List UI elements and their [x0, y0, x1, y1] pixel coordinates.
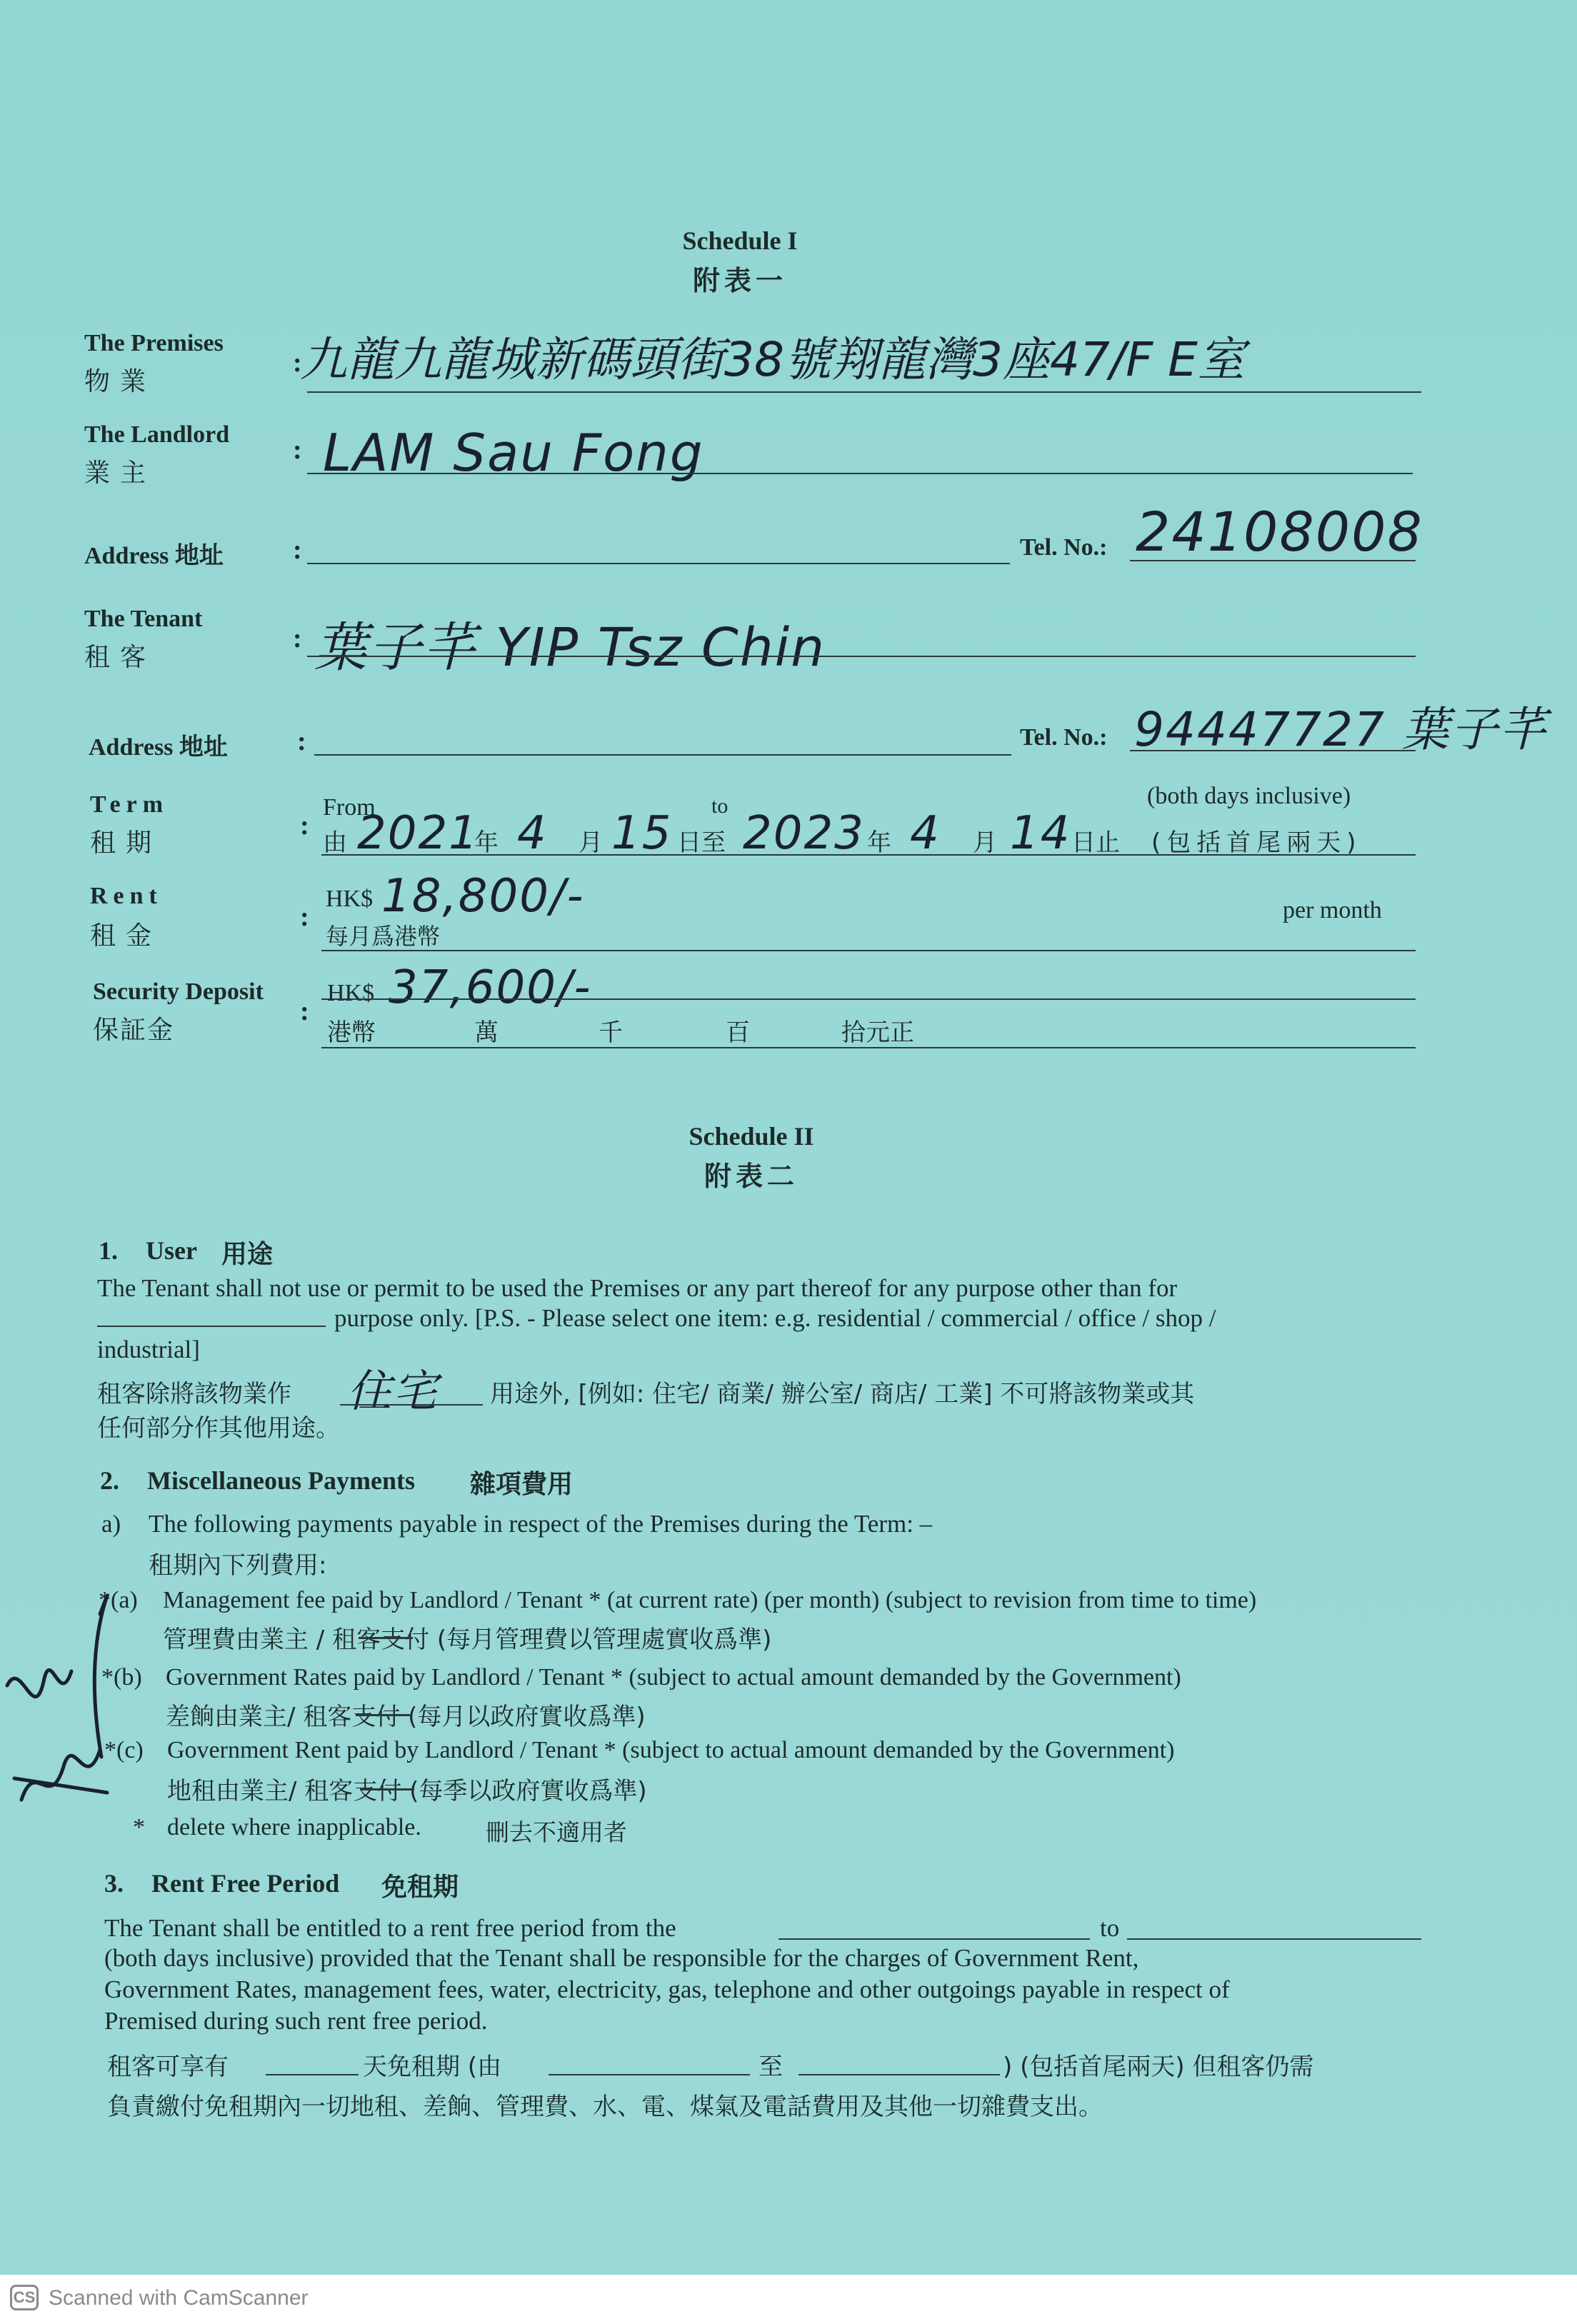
rent-cn-label: 每月爲港幣: [326, 923, 441, 950]
term-inclusive-cn: (包括首尾兩天): [1151, 828, 1362, 857]
misc-a-text: The following payments payable in respect of the Premises during the Term: –: [149, 1510, 933, 1538]
rent-colon: :: [300, 902, 309, 932]
term-day-end: 日止: [1071, 828, 1120, 857]
term-label-cn: 租期: [90, 828, 162, 858]
misc-item-c-cn: 地租由業主/ 租客支付 (每季以政府實收爲準): [167, 1777, 647, 1805]
tenant-label-cn: 租客: [84, 643, 156, 672]
landlord-value: LAM Sau Fong: [323, 423, 704, 483]
misc-item-b-cn: 差餉由業主/ 租客支付 (每月以政府實收爲準): [166, 1703, 646, 1731]
user-en-line-1: The Tenant shall not use or permit to be used the Premises or any part thereof for any purpose other than for: [97, 1274, 1178, 1302]
rent-hk-label: HK$: [326, 886, 374, 912]
term-from-day: 15: [611, 807, 673, 860]
misc-item-b-en: Government Rates paid by Landlord / Tenant * (subject to actual amount demanded by the Government): [166, 1664, 1181, 1691]
deposit-cn-shi: 拾元正: [841, 1018, 914, 1047]
term-to-label: to: [711, 794, 729, 818]
term-label: Term: [90, 791, 169, 818]
rent-per-month: per month: [1283, 897, 1382, 923]
rent-value: 18,800/-: [381, 870, 585, 923]
rentfree-heading-num: 3.: [104, 1869, 124, 1898]
misc-item-a-mark: *(a): [99, 1587, 138, 1613]
user-cn-post: 用途外, [例如: 住宅/ 商業/ 辦公室/ 商店/ 工業] 不可將該物業或其: [490, 1380, 1195, 1408]
landlord-address-label: Address 地址: [84, 543, 224, 569]
term-month-1: 月: [579, 828, 603, 857]
strike-c: [360, 1788, 414, 1790]
deposit-value: 37,600/-: [389, 961, 592, 1014]
rentfree-en-to: to: [1100, 1914, 1120, 1942]
tenant-tel-line: [1130, 750, 1416, 751]
rentfree-en-line-2: (both days inclusive) provided that the Tenant shall be responsible for the charges of Government Rent,: [104, 1944, 1139, 1972]
term-to-month: 4: [910, 807, 941, 860]
schedule-2-title: Schedule II: [689, 1122, 814, 1151]
misc-note-star: *: [133, 1814, 145, 1840]
tenant-address-line: [314, 754, 1011, 756]
misc-item-a-cn: 管理費由業主 / 租客支付 (每月管理費以管理處實收爲準): [163, 1626, 772, 1654]
rentfree-heading: Rent Free Period: [151, 1869, 340, 1898]
deposit-cn-hk: 港幣: [327, 1018, 376, 1047]
tenant-address-label: Address 地址: [89, 734, 228, 761]
landlord-label: The Landlord: [84, 421, 230, 448]
user-cn-blank: [340, 1404, 483, 1406]
misc-note: delete where inapplicable.: [167, 1814, 421, 1840]
term-day-to: 日至: [677, 828, 726, 857]
term-from-year: 2021: [357, 807, 479, 860]
misc-a-cn: 租期內下列費用:: [149, 1551, 327, 1580]
landlord-label-cn: 業主: [84, 459, 156, 488]
deposit-label: Security Deposit: [93, 978, 264, 1005]
rentfree-cn-a: 租客可享有: [107, 2053, 229, 2081]
rentfree-cn-to-blank: [798, 2074, 1000, 2075]
premises-label-cn: 物業: [84, 367, 156, 396]
rent-label: Rent: [90, 883, 163, 909]
user-cn-pre: 租客除將該物業作: [97, 1380, 291, 1408]
landlord-tel-value: 24108008: [1136, 500, 1423, 564]
user-heading-num: 1.: [99, 1236, 118, 1265]
user-heading: User: [146, 1236, 197, 1265]
rentfree-cn-days-blank: [266, 2074, 359, 2075]
schedule-1-title-cn: 附表一: [692, 265, 787, 296]
misc-heading-cn: 雜項費用: [470, 1470, 574, 1499]
tenant-address-colon: :: [297, 726, 306, 756]
tenant-value: 葉子芊 YIP Tsz Chin: [314, 617, 826, 678]
landlord-tel-line: [1130, 560, 1416, 561]
schedule-2-title-cn: 附表二: [704, 1161, 798, 1192]
rentfree-cn-d: ) (包括首尾兩天) 但租客仍需: [1003, 2053, 1314, 2081]
strike-a: [359, 1637, 413, 1639]
scanner-footer: [0, 2275, 1577, 2324]
term-year-2: 年: [867, 828, 891, 857]
rentfree-en-line-1-pre: The Tenant shall be entitled to a rent free period from the: [104, 1914, 676, 1942]
term-month-2: 月: [973, 828, 997, 857]
misc-item-c-mark: *(c): [104, 1737, 144, 1763]
term-both-days-inclusive: (both days inclusive): [1147, 783, 1351, 809]
deposit-cn-bai: 百: [726, 1018, 750, 1047]
rentfree-cn-line-2: 負責繳付免租期內一切地租、差餉、管理費、水、電、煤氣及電話費用及其他一切雜費支出。: [107, 2093, 1103, 2121]
rentfree-cn-c: 至: [759, 2053, 783, 2081]
landlord-tel-label: Tel. No.:: [1020, 534, 1108, 561]
premises-colon: :: [293, 348, 302, 378]
term-from-month: 4: [517, 807, 548, 860]
landlord-address-colon: :: [293, 535, 302, 565]
rent-line: [321, 950, 1416, 951]
landlord-address-line: [307, 563, 1010, 564]
user-heading-cn: 用途: [221, 1240, 274, 1269]
deposit-line-2: [321, 1047, 1416, 1048]
misc-item-b-mark: *(b): [101, 1664, 142, 1691]
term-you: 由: [323, 828, 347, 857]
misc-heading: Miscellaneous Payments: [147, 1466, 415, 1495]
rentfree-cn-from-blank: [549, 2074, 750, 2075]
misc-item-a-en: Management fee paid by Landlord / Tenant * (at current rate) (per month) (subject to revision from time to time): [163, 1587, 1257, 1613]
term-line: [321, 854, 1416, 856]
term-to-day: 14: [1010, 807, 1071, 860]
camscanner-logo-icon: CS: [10, 2285, 39, 2310]
user-cn-line-2: 任何部分作其他用途。: [97, 1414, 340, 1443]
term-colon: :: [300, 811, 309, 841]
deposit-label-cn: 保証金: [93, 1016, 175, 1045]
deposit-cn-wan: 萬: [474, 1018, 499, 1047]
rentfree-en-line-4: Premised during such rent free period.: [104, 2007, 488, 2035]
rentfree-to-blank: [1127, 1938, 1421, 1940]
misc-item-c-en: Government Rent paid by Landlord / Tenant * (subject to actual amount demanded by the Government): [167, 1737, 1175, 1763]
tenant-tel-label: Tel. No.:: [1020, 724, 1108, 751]
landlord-colon: :: [293, 435, 302, 465]
deposit-colon: :: [300, 996, 309, 1026]
misc-note-cn: 刪去不適用者: [486, 1818, 627, 1846]
user-en-line-3: industrial]: [97, 1336, 200, 1363]
term-from-label: From: [323, 794, 376, 821]
misc-a-label: a): [101, 1510, 121, 1538]
term-to-year: 2023: [743, 807, 865, 860]
premises-line: [307, 391, 1421, 393]
deposit-hk-label: HK$: [327, 980, 375, 1006]
deposit-cn-qian: 千: [599, 1018, 623, 1047]
rentfree-heading-cn: 免租期: [381, 1873, 459, 1902]
rentfree-cn-b: 天免租期 (由: [363, 2053, 502, 2081]
tenant-tel-value: 94447727 葉子芊: [1134, 702, 1548, 757]
handwritten-initials-mark: [0, 1586, 129, 1821]
misc-heading-num: 2.: [100, 1466, 119, 1495]
user-en-line-2: purpose only. [P.S. - Please select one item: e.g. residential / commercial / office / shop /: [334, 1304, 1216, 1332]
term-year-1: 年: [474, 828, 499, 857]
user-cn-fill: 住宅: [347, 1365, 439, 1417]
landlord-line: [307, 473, 1413, 474]
rentfree-en-line-3: Government Rates, management fees, water, electricity, gas, telephone and other outgoings payable in respect of: [104, 1975, 1230, 2003]
tenant-colon: :: [293, 623, 302, 653]
deposit-line-1: [321, 998, 1416, 1000]
rentfree-from-blank: [779, 1938, 1090, 1940]
premises-value: 九龍九龍城新碼頭街38號翔龍灣3座47/F E室: [300, 332, 1245, 387]
rent-label-cn: 租金: [90, 921, 162, 951]
premises-label: The Premises: [84, 330, 224, 356]
strike-b: [356, 1714, 410, 1716]
tenant-line: [307, 656, 1416, 657]
tenant-label: The Tenant: [84, 606, 203, 632]
camscanner-text: Scanned with CamScanner: [49, 2286, 309, 2310]
schedule-1-title: Schedule I: [682, 226, 798, 255]
user-purpose-blank: [97, 1326, 326, 1327]
